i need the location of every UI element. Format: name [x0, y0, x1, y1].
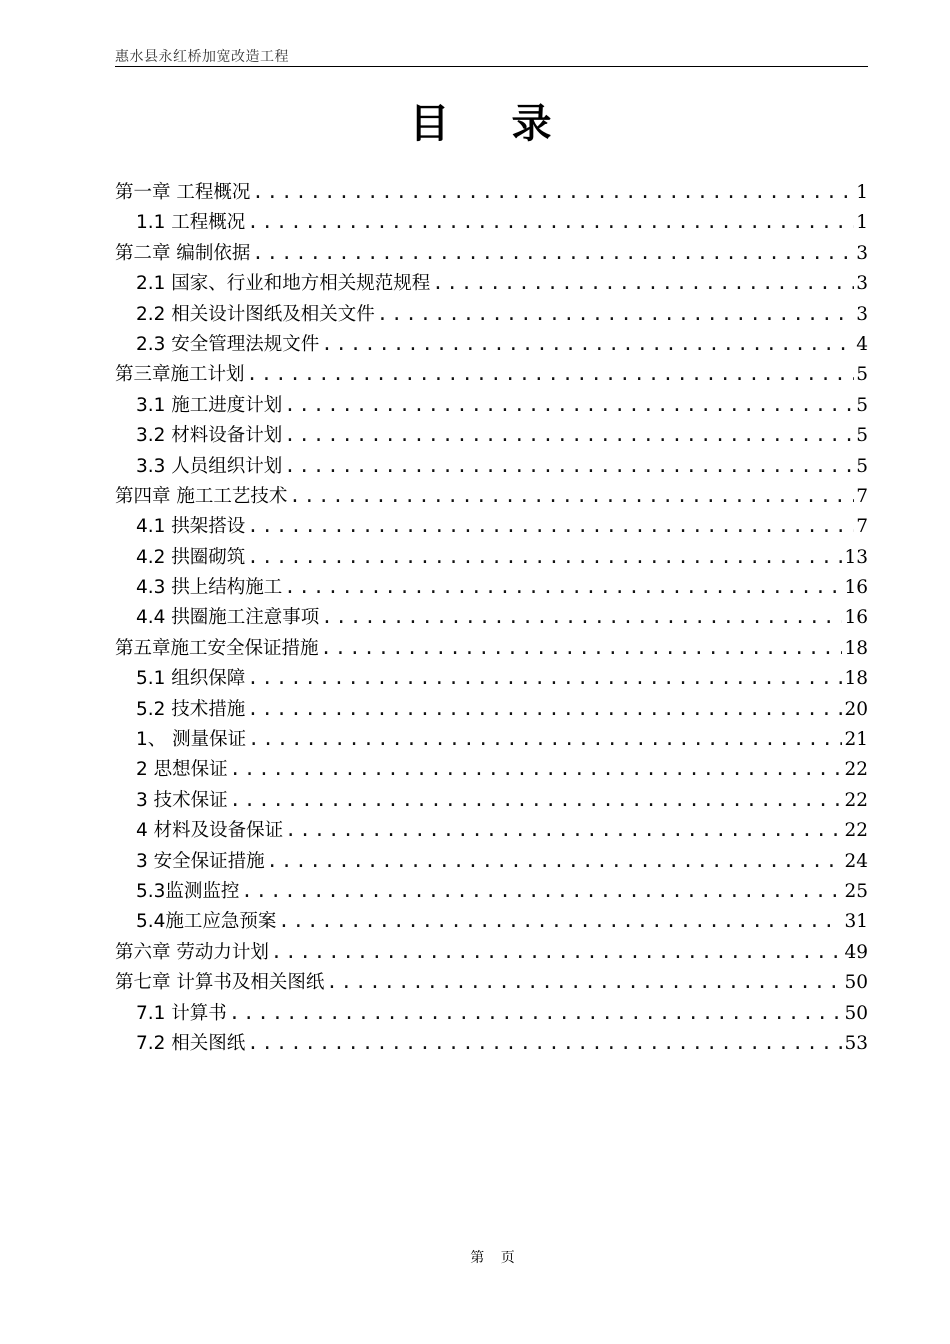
toc-entry-page: 16 [844, 577, 868, 599]
toc-dot-leader [230, 755, 843, 785]
toc-dot-leader [284, 452, 854, 482]
toc-entry-title: 4.4 拱圈施工注意事项 [136, 607, 320, 629]
toc-entry-page: 49 [844, 941, 868, 963]
toc-entry-title: 2.3 安全管理法规文件 [136, 333, 320, 355]
toc-entry[interactable] [115, 239, 868, 269]
toc-entry[interactable] [115, 391, 868, 421]
toc-entry-title: 7.2 相关图纸 [136, 1032, 246, 1054]
toc-entry-page: 3 [856, 303, 868, 325]
toc-entry-page: 22 [844, 759, 868, 781]
toc-dot-leader [377, 300, 854, 330]
toc-entry-title: 5.1 组织保障 [136, 668, 246, 690]
toc-entry[interactable] [115, 603, 868, 633]
toc-entry-page: 53 [844, 1032, 868, 1054]
toc-entry[interactable] [115, 725, 868, 755]
toc-entry-page: 24 [844, 850, 868, 872]
toc-dot-leader [321, 330, 854, 360]
toc-entry[interactable] [115, 330, 868, 360]
toc-dot-leader [321, 634, 843, 664]
toc-dot-leader [284, 573, 842, 603]
toc-entry-page: 5 [856, 394, 868, 416]
toc-entry-title: 4 材料及设备保证 [136, 820, 284, 842]
header-text: 惠水县永红桥加宽改造工程 [115, 49, 289, 65]
toc-dot-leader [229, 999, 843, 1029]
toc-entry-title: 4.1 拱架搭设 [136, 516, 246, 538]
toc-entry[interactable] [115, 178, 868, 208]
toc-entry[interactable] [115, 938, 868, 968]
toc-entry[interactable] [115, 421, 868, 451]
toc-dot-leader [285, 816, 842, 846]
toc-dot-leader [247, 695, 842, 725]
toc-entry-page: 25 [844, 880, 868, 902]
toc-dot-leader [247, 664, 842, 694]
toc-entry-page: 22 [844, 789, 868, 811]
toc-entry-page: 50 [844, 1002, 868, 1024]
toc-entry-title: 7.1 计算书 [136, 1002, 227, 1024]
toc-entry-page: 13 [844, 546, 868, 568]
toc-dot-leader [289, 482, 854, 512]
toc-entry[interactable] [115, 907, 868, 937]
toc-dot-leader [247, 512, 854, 542]
toc-entry[interactable] [115, 695, 868, 725]
toc-entry[interactable] [115, 573, 868, 603]
toc-entry-page: 50 [844, 972, 868, 994]
toc-dot-leader [321, 603, 842, 633]
toc-dot-leader [247, 360, 855, 390]
toc-dot-leader [271, 938, 843, 968]
toc-entry-title: 5.3监测监控 [136, 880, 240, 902]
toc-entry-title: 5.2 技术措施 [136, 698, 246, 720]
toc-entry-page: 5 [856, 425, 868, 447]
page-footer: 第 页 [470, 1250, 515, 1266]
toc-entry[interactable] [115, 482, 868, 512]
toc-entry[interactable] [115, 664, 868, 694]
toc-entry[interactable] [115, 512, 868, 542]
toc-entry-title: 3 技术保证 [136, 789, 228, 811]
toc-entry[interactable] [115, 269, 868, 299]
toc-entry-title: 2.1 国家、行业和地方相关规范规程 [136, 273, 431, 295]
toc-dot-leader [252, 178, 854, 208]
toc-dot-leader [278, 907, 842, 937]
toc-entry[interactable] [115, 208, 868, 238]
toc-dot-leader [247, 208, 854, 238]
toc-entry[interactable] [115, 786, 868, 816]
toc-dot-leader [284, 391, 854, 421]
toc-entry-title: 1.1 工程概况 [136, 212, 246, 234]
toc-entry-page: 3 [856, 242, 868, 264]
toc-entry-page: 7 [856, 485, 868, 507]
toc-entry[interactable] [115, 634, 868, 664]
toc-dot-leader [230, 786, 843, 816]
toc-entry[interactable] [115, 360, 868, 390]
toc-entry-title: 3.2 材料设备计划 [136, 425, 283, 447]
toc-dot-leader [326, 968, 842, 998]
toc-entry-title: 第五章施工安全保证措施 [115, 637, 319, 659]
toc-entry-title: 4.2 拱圈砌筑 [136, 546, 246, 568]
page-header [115, 44, 868, 67]
toc-entry-page: 22 [844, 820, 868, 842]
toc-entry[interactable] [115, 877, 868, 907]
toc-entry[interactable] [115, 847, 868, 877]
toc-entry-page: 18 [844, 637, 868, 659]
toc-entry-page: 20 [844, 698, 868, 720]
toc-dot-leader [267, 847, 843, 877]
toc-entry[interactable] [115, 755, 868, 785]
toc-entry-title: 第六章 劳动力计划 [115, 941, 269, 963]
toc-entry-title: 第三章施工计划 [115, 364, 245, 386]
toc-entry[interactable] [115, 816, 868, 846]
toc-entry-page: 3 [856, 273, 868, 295]
toc-entry-title: 3.1 施工进度计划 [136, 394, 283, 416]
toc-dot-leader [432, 269, 854, 299]
toc-entry-title: 4.3 拱上结构施工 [136, 577, 283, 599]
toc-entry[interactable] [115, 543, 868, 573]
toc-dot-leader [248, 725, 842, 755]
toc-entry-title: 第七章 计算书及相关图纸 [115, 972, 325, 994]
toc-entry-page: 18 [844, 668, 868, 690]
toc-entry[interactable] [115, 452, 868, 482]
toc-entry-title: 第二章 编制依据 [115, 242, 251, 264]
toc-entry-title: 3 安全保证措施 [136, 850, 265, 872]
toc-entry-page: 1 [856, 212, 868, 234]
toc-entry-title: 2.2 相关设计图纸及相关文件 [136, 303, 375, 325]
toc-entry[interactable] [115, 968, 868, 998]
toc-entry-page: 31 [844, 911, 868, 933]
toc-entry-page: 4 [856, 333, 868, 355]
toc-entry[interactable] [115, 1029, 868, 1059]
toc-entry-title: 第一章 工程概况 [115, 182, 251, 203]
table-of-contents [115, 178, 868, 1059]
toc-entry-title: 1、 测量保证 [136, 729, 247, 751]
toc-entry-title: 3.3 人员组织计划 [136, 455, 283, 477]
toc-entry-page: 5 [856, 364, 868, 386]
toc-entry-title: 5.4施工应急预案 [136, 911, 277, 933]
toc-dot-leader [252, 239, 854, 269]
toc-entry-title: 2 思想保证 [136, 759, 228, 781]
toc-entry-title: 第四章 施工工艺技术 [115, 485, 288, 507]
toc-entry[interactable] [115, 300, 868, 330]
page-title: 目 录 [409, 101, 576, 147]
toc-entry[interactable] [115, 999, 868, 1029]
toc-entry-page: 1 [856, 182, 868, 203]
toc-entry-page: 21 [844, 729, 868, 751]
toc-dot-leader [247, 1029, 842, 1059]
toc-entry-page: 16 [844, 607, 868, 629]
toc-dot-leader [247, 543, 842, 573]
toc-dot-leader [241, 877, 842, 907]
toc-dot-leader [284, 421, 854, 451]
toc-entry-page: 5 [856, 455, 868, 477]
toc-entry-page: 7 [856, 516, 868, 538]
